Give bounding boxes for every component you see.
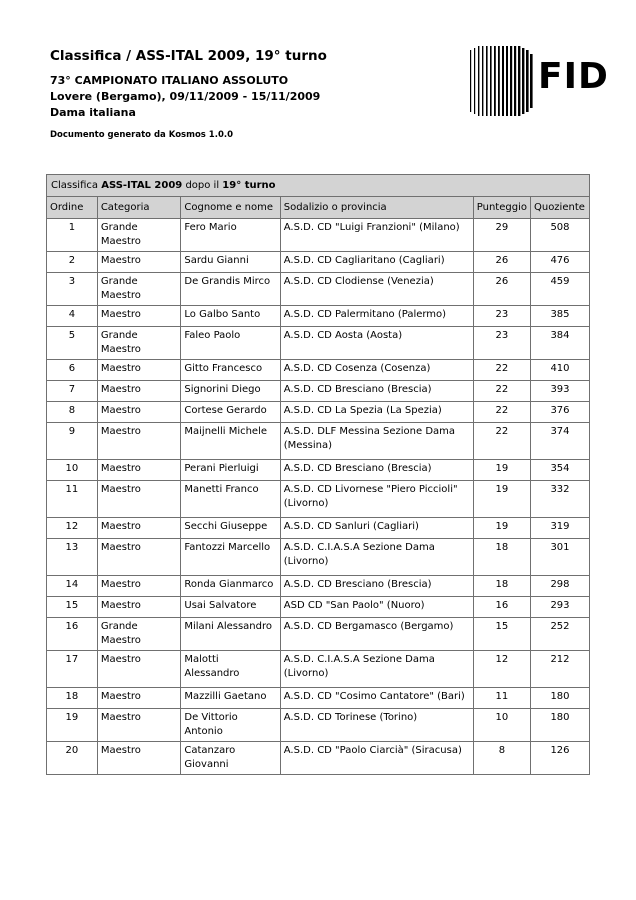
player-name-cell: De Vittorio Antonio — [181, 709, 280, 742]
player-name-cell: Ronda Gianmarco — [181, 576, 280, 597]
score-cell: 15 — [473, 618, 530, 651]
caption-event: ASS-ITAL 2009 — [101, 179, 183, 191]
column-header-sodalizio: Sodalizio o provincia — [280, 197, 473, 219]
quotient-cell: 410 — [530, 360, 589, 381]
column-header-categoria: Categoria — [97, 197, 181, 219]
quotient-cell: 508 — [530, 219, 589, 252]
rank-cell: 18 — [47, 688, 98, 709]
category-cell: Maestro — [97, 742, 181, 775]
score-cell: 16 — [473, 597, 530, 618]
player-name-cell: Catanzaro Giovanni — [181, 742, 280, 775]
club-cell: A.S.D. CD Aosta (Aosta) — [280, 327, 473, 360]
caption-round: 19° turno — [222, 179, 276, 191]
player-name-cell: Lo Galbo Santo — [181, 306, 280, 327]
table-row — [47, 539, 590, 576]
column-header-ordine: Ordine — [47, 197, 98, 219]
category-cell: Maestro — [97, 539, 181, 576]
rank-cell: 8 — [47, 402, 98, 423]
player-name-cell: Secchi Giuseppe — [181, 518, 280, 539]
table-row — [47, 481, 590, 518]
quotient-cell: 385 — [530, 306, 589, 327]
category-cell: Maestro — [97, 597, 181, 618]
category-cell: Maestro — [97, 360, 181, 381]
quotient-cell: 476 — [530, 252, 589, 273]
quotient-cell: 332 — [530, 481, 589, 518]
table-row — [47, 402, 590, 423]
player-name-cell: De Grandis Mirco — [181, 273, 280, 306]
table-row — [47, 618, 590, 651]
location-dates: Lovere (Bergamo), 09/11/2009 - 15/11/2009 — [50, 90, 321, 103]
club-cell: A.S.D. DLF Messina Sezione Dama (Messina) — [280, 423, 473, 460]
rank-cell: 9 — [47, 423, 98, 460]
score-cell: 22 — [473, 423, 530, 460]
player-name-cell: Cortese Gerardo — [181, 402, 280, 423]
table-row — [47, 651, 590, 688]
score-cell: 18 — [473, 576, 530, 597]
rank-cell: 4 — [47, 306, 98, 327]
category-cell: Maestro — [97, 381, 181, 402]
quotient-cell: 212 — [530, 651, 589, 688]
player-name-cell: Malotti Alessandro — [181, 651, 280, 688]
club-cell: A.S.D. CD Bresciano (Brescia) — [280, 576, 473, 597]
club-cell: A.S.D. C.I.A.S.A Sezione Dama (Livorno) — [280, 651, 473, 688]
club-cell: A.S.D. CD Bresciano (Brescia) — [280, 381, 473, 402]
category-cell: Grande Maestro — [97, 327, 181, 360]
table-row — [47, 306, 590, 327]
column-header-nome: Cognome e nome — [181, 197, 280, 219]
table-row — [47, 518, 590, 539]
rank-cell: 20 — [47, 742, 98, 775]
column-header-quoziente: Quoziente — [530, 197, 589, 219]
player-name-cell: Maijnelli Michele — [181, 423, 280, 460]
score-cell: 29 — [473, 219, 530, 252]
category-cell: Maestro — [97, 402, 181, 423]
table-row — [47, 742, 590, 775]
quotient-cell: 301 — [530, 539, 589, 576]
column-header-punteggio: Punteggio — [473, 197, 530, 219]
category-cell: Maestro — [97, 306, 181, 327]
quotient-cell: 354 — [530, 460, 589, 481]
score-cell: 22 — [473, 402, 530, 423]
rank-cell: 19 — [47, 709, 98, 742]
category-cell: Maestro — [97, 423, 181, 460]
quotient-cell: 180 — [530, 688, 589, 709]
quotient-cell: 293 — [530, 597, 589, 618]
score-cell: 19 — [473, 460, 530, 481]
rank-cell: 11 — [47, 481, 98, 518]
rank-cell: 1 — [47, 219, 98, 252]
table-header-row — [47, 197, 590, 219]
quotient-cell: 180 — [530, 709, 589, 742]
rank-cell: 15 — [47, 597, 98, 618]
player-name-cell: Gitto Francesco — [181, 360, 280, 381]
table-caption — [47, 175, 590, 197]
discipline: Dama italiana — [50, 106, 136, 119]
rank-cell: 17 — [47, 651, 98, 688]
club-cell: ASD CD "San Paolo" (Nuoro) — [280, 597, 473, 618]
rank-cell: 16 — [47, 618, 98, 651]
player-name-cell: Fantozzi Marcello — [181, 539, 280, 576]
category-cell: Maestro — [97, 576, 181, 597]
score-cell: 12 — [473, 651, 530, 688]
table-caption-row — [47, 175, 590, 197]
category-cell: Maestro — [97, 252, 181, 273]
score-cell: 22 — [473, 381, 530, 402]
rank-cell: 3 — [47, 273, 98, 306]
championship-name: 73° CAMPIONATO ITALIANO ASSOLUTO — [50, 74, 289, 87]
category-cell: Maestro — [97, 709, 181, 742]
fid-logo — [466, 46, 609, 116]
club-cell: A.S.D. CD "Cosimo Cantatore" (Bari) — [280, 688, 473, 709]
category-cell: Maestro — [97, 651, 181, 688]
table-row — [47, 709, 590, 742]
caption-middle: dopo il — [185, 179, 220, 191]
club-cell: A.S.D. CD La Spezia (La Spezia) — [280, 402, 473, 423]
score-cell: 19 — [473, 518, 530, 539]
club-cell: A.S.D. CD "Paolo Ciarcià" (Siracusa) — [280, 742, 473, 775]
rank-cell: 13 — [47, 539, 98, 576]
rank-cell: 14 — [47, 576, 98, 597]
quotient-cell: 393 — [530, 381, 589, 402]
category-cell: Maestro — [97, 481, 181, 518]
quotient-cell: 384 — [530, 327, 589, 360]
table-row — [47, 381, 590, 402]
score-cell: 11 — [473, 688, 530, 709]
club-cell: A.S.D. C.I.A.S.A Sezione Dama (Livorno) — [280, 539, 473, 576]
player-name-cell: Faleo Paolo — [181, 327, 280, 360]
table-row — [47, 360, 590, 381]
category-cell: Grande Maestro — [97, 273, 181, 306]
player-name-cell: Fero Mario — [181, 219, 280, 252]
generator-note: Documento generato da Kosmos 1.0.0 — [50, 130, 234, 140]
club-cell: A.S.D. CD Bresciano (Brescia) — [280, 460, 473, 481]
ranking-table — [46, 174, 590, 775]
club-cell: A.S.D. CD "Luigi Franzioni" (Milano) — [280, 219, 473, 252]
rank-cell: 12 — [47, 518, 98, 539]
document-title: Classifica / ASS-ITAL 2009, 19° turno — [50, 48, 327, 64]
category-cell: Grande Maestro — [97, 219, 181, 252]
score-cell: 8 — [473, 742, 530, 775]
fid-logo-bars-icon — [466, 46, 538, 116]
score-cell: 10 — [473, 709, 530, 742]
fid-logo-text: FID — [538, 56, 609, 97]
rank-cell: 5 — [47, 327, 98, 360]
table-row — [47, 423, 590, 460]
table-row — [47, 252, 590, 273]
table-body — [47, 219, 590, 775]
category-cell: Maestro — [97, 460, 181, 481]
table-row — [47, 460, 590, 481]
table-row — [47, 219, 590, 252]
club-cell: A.S.D. CD Bergamasco (Bergamo) — [280, 618, 473, 651]
quotient-cell: 374 — [530, 423, 589, 460]
quotient-cell: 298 — [530, 576, 589, 597]
quotient-cell: 319 — [530, 518, 589, 539]
player-name-cell: Sardu Gianni — [181, 252, 280, 273]
player-name-cell: Milani Alessandro — [181, 618, 280, 651]
club-cell: A.S.D. CD Palermitano (Palermo) — [280, 306, 473, 327]
quotient-cell: 459 — [530, 273, 589, 306]
score-cell: 22 — [473, 360, 530, 381]
rank-cell: 2 — [47, 252, 98, 273]
score-cell: 19 — [473, 481, 530, 518]
rank-cell: 6 — [47, 360, 98, 381]
player-name-cell: Signorini Diego — [181, 381, 280, 402]
score-cell: 23 — [473, 327, 530, 360]
table-row — [47, 273, 590, 306]
player-name-cell: Usai Salvatore — [181, 597, 280, 618]
player-name-cell: Mazzilli Gaetano — [181, 688, 280, 709]
quotient-cell: 252 — [530, 618, 589, 651]
club-cell: A.S.D. CD Cosenza (Cosenza) — [280, 360, 473, 381]
rank-cell: 7 — [47, 381, 98, 402]
category-cell: Grande Maestro — [97, 618, 181, 651]
player-name-cell: Manetti Franco — [181, 481, 280, 518]
score-cell: 26 — [473, 252, 530, 273]
caption-prefix: Classifica — [51, 179, 99, 191]
rank-cell: 10 — [47, 460, 98, 481]
category-cell: Maestro — [97, 518, 181, 539]
quotient-cell: 126 — [530, 742, 589, 775]
club-cell: A.S.D. CD Livornese "Piero Piccioli" (Livorno) — [280, 481, 473, 518]
category-cell: Maestro — [97, 688, 181, 709]
score-cell: 23 — [473, 306, 530, 327]
club-cell: A.S.D. CD Clodiense (Venezia) — [280, 273, 473, 306]
score-cell: 18 — [473, 539, 530, 576]
table-row — [47, 327, 590, 360]
table-row — [47, 688, 590, 709]
club-cell: A.S.D. CD Sanluri (Cagliari) — [280, 518, 473, 539]
table-row — [47, 597, 590, 618]
table-row — [47, 576, 590, 597]
player-name-cell: Perani Pierluigi — [181, 460, 280, 481]
quotient-cell: 376 — [530, 402, 589, 423]
club-cell: A.S.D. CD Torinese (Torino) — [280, 709, 473, 742]
score-cell: 26 — [473, 273, 530, 306]
club-cell: A.S.D. CD Cagliaritano (Cagliari) — [280, 252, 473, 273]
